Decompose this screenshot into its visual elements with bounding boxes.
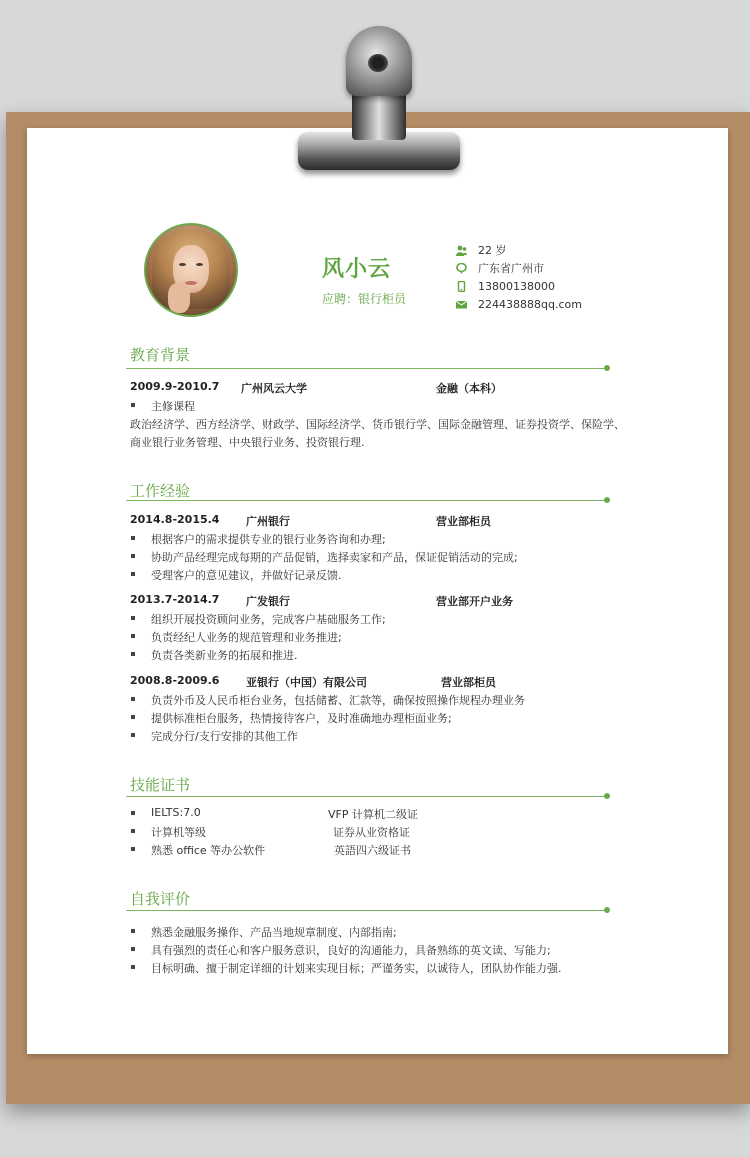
person-icon <box>456 245 467 256</box>
job3-period: 2008.8-2009.6 <box>130 674 220 687</box>
education-school: 广州风云大学 <box>241 382 307 395</box>
job2-duty-1: 组织开展投资顾问业务，完成客户基础服务工作; <box>151 613 386 626</box>
skill-right-1: VFP 计算机二级证 <box>328 808 418 821</box>
avatar <box>144 223 238 317</box>
courses-label: 主修课程 <box>151 400 195 413</box>
skill-left-2: 计算机等级 <box>151 826 206 839</box>
candidate-name: 风小云 <box>322 257 392 282</box>
location-text: 广东省广州市 <box>478 262 544 275</box>
education-divider <box>126 368 606 369</box>
contact-info <box>456 241 582 313</box>
bullet-icon <box>131 652 135 656</box>
phone-text: 13800138000 <box>478 279 555 293</box>
job2-duty-2: 负责经纪人业务的规范管理和业务推进; <box>151 631 342 644</box>
location-icon <box>456 263 467 274</box>
job1-company: 广州银行 <box>246 515 290 528</box>
bullet-icon <box>131 403 135 407</box>
job1-duty-3: 受理客户的意见建议，并做好记录反馈. <box>151 569 342 582</box>
contact-phone <box>456 277 582 295</box>
apply-position: 应聘：银行柜员 <box>322 292 407 306</box>
bullet-icon <box>131 536 135 540</box>
bullet-icon <box>131 847 135 851</box>
work-divider <box>126 500 606 501</box>
bullet-icon <box>131 616 135 620</box>
self-title: 自我评价 <box>130 890 191 908</box>
mail-icon <box>456 299 467 310</box>
bullet-icon <box>131 572 135 576</box>
bullet-icon <box>131 733 135 737</box>
binder-clip-icon <box>346 26 412 96</box>
skills-divider <box>126 796 606 797</box>
education-title: 教育背景 <box>130 346 191 364</box>
job2-period: 2013.7-2014.7 <box>130 593 220 606</box>
bullet-icon <box>131 697 135 701</box>
job2-company: 广发银行 <box>246 595 290 608</box>
job3-duty-2: 提供标准柜台服务，热情接待客户，及时准确地办理柜面业务; <box>151 712 452 725</box>
email-text: 224438888qq.com <box>478 297 582 311</box>
self-divider <box>126 910 606 911</box>
skill-left-3: 熟悉 office 等办公软件 <box>151 844 266 857</box>
job2-duty-3: 负责各类新业务的拓展和推进. <box>151 649 298 662</box>
self-item-1: 熟悉金融服务操作、产品当地规章制度、内部指南; <box>151 926 397 939</box>
bullet-icon <box>131 965 135 969</box>
job1-duty-2: 协助产品经理完成每期的产品促销，选择卖家和产品，保证促销活动的完成; <box>151 551 518 564</box>
contact-location <box>456 259 582 277</box>
contact-age <box>456 241 582 259</box>
job1-period: 2014.8-2015.4 <box>130 513 220 526</box>
job1-position: 营业部柜员 <box>436 515 491 528</box>
courses-line-1: 政治经济学、西方经济学、财政学、国际经济学、货币银行学、国际金融管理、证券投资学、保险学、 <box>130 418 625 431</box>
bullet-icon <box>131 554 135 558</box>
bullet-icon <box>131 947 135 951</box>
skill-left-1: IELTS:7.0 <box>151 806 201 819</box>
job1-duty-1: 根据客户的需求提供专业的银行业务咨询和办理; <box>151 533 386 546</box>
job3-duty-3: 完成分行/支行安排的其他工作 <box>151 730 298 743</box>
job3-position: 营业部柜员 <box>441 676 496 689</box>
age-text: 22 岁 <box>478 244 507 257</box>
bullet-icon <box>131 829 135 833</box>
skill-right-3: 英語四六级证书 <box>334 844 411 857</box>
bullet-icon <box>131 715 135 719</box>
job3-duty-1: 负责外币及人民币柜台业务，包括储蓄、汇款等，确保按照操作规程办理业务 <box>151 694 525 707</box>
bullet-icon <box>131 929 135 933</box>
phone-icon <box>456 281 467 292</box>
self-item-3: 目标明确、擅于制定详细的计划来实现目标；严谨务实，以诚待人，团队协作能力强. <box>151 962 562 975</box>
skills-title: 技能证书 <box>130 776 191 794</box>
job2-position: 营业部开户业务 <box>436 595 513 608</box>
self-item-2: 具有强烈的责任心和客户服务意识，良好的沟通能力，具备熟练的英文读、写能力; <box>151 944 551 957</box>
bullet-icon <box>131 811 135 815</box>
bullet-icon <box>131 634 135 638</box>
education-period: 2009.9-2010.7 <box>130 380 220 393</box>
skill-right-2: 证券从业资格证 <box>333 826 410 839</box>
education-major: 金融（本科） <box>436 382 502 395</box>
contact-email <box>456 295 582 313</box>
courses-line-2: 商业银行业务管理、中央银行业务、投资银行理. <box>130 436 365 449</box>
job3-company: 亚银行（中国）有限公司 <box>246 676 367 689</box>
work-title: 工作经验 <box>130 482 191 500</box>
